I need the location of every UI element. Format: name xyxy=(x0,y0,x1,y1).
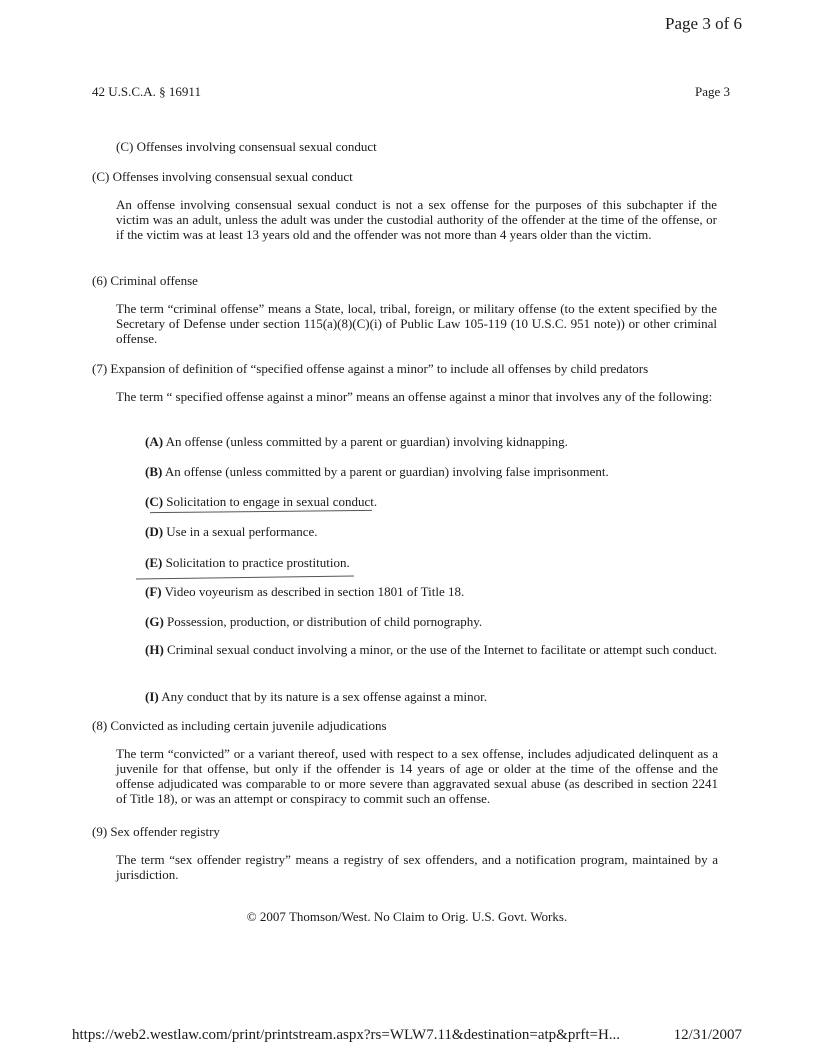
section-c-heading-indented: (C) Offenses involving consensual sexual conduct xyxy=(116,139,377,154)
item-letter: (A) xyxy=(145,434,164,449)
list-item xyxy=(145,584,720,599)
section-6-text: The term “criminal offense” means a State, local, tribal, foreign, or military offense (to the extent specified by the Secretary of Defense under section 115(a)(8)(C)(i) of Public Law 105-119 (10 U.S.C. 951 note)) or other criminal offense. xyxy=(116,301,717,346)
item-text: Video voyeurism as described in section 1801 of Title 18. xyxy=(161,584,465,599)
list-item xyxy=(145,494,720,509)
list-item xyxy=(145,642,720,657)
item-text: Use in a sexual performance. xyxy=(163,524,318,539)
page-counter: Page 3 of 6 xyxy=(665,14,742,33)
list-item xyxy=(145,689,720,704)
item-text: An offense (unless committed by a parent or guardian) involving false imprisonment. xyxy=(162,464,609,479)
list-item xyxy=(145,464,720,479)
item-letter: (B) xyxy=(145,464,163,479)
section-7-heading: (7) Expansion of definition of “specified offense against a minor” to include all offenses by child predators xyxy=(92,361,649,376)
section-c-heading: (C) Offenses involving consensual sexual conduct xyxy=(92,169,353,184)
item-text: Any conduct that by its nature is a sex offense against a minor. xyxy=(158,689,488,704)
print-date: 12/31/2007 xyxy=(673,1027,742,1043)
section-7-text: The term “ specified offense against a minor” means an offense against a minor that involves any of the following: xyxy=(116,389,713,404)
page-number: Page 3 xyxy=(694,84,730,99)
item-letter: (I) xyxy=(145,689,159,704)
section-8-heading: (8) Convicted as including certain juvenile adjudications xyxy=(92,718,387,733)
copyright-notice: © 2007 Thomson/West. No Claim to Orig. U.S. Govt. Works. xyxy=(246,909,568,924)
item-letter: (E) xyxy=(145,555,163,570)
section-9-text: The term “sex offender registry” means a registry of sex offenders, and a notification program, maintained by a jurisdiction. xyxy=(116,852,718,882)
item-text: Criminal sexual conduct involving a minor, or the use of the Internet to facilitate or attempt such conduct. xyxy=(163,642,718,657)
list-item xyxy=(145,524,720,539)
statute-citation: 42 U.S.C.A. § 16911 xyxy=(92,84,201,99)
item-letter: (F) xyxy=(145,584,162,599)
item-text: Solicitation to practice prostitution. xyxy=(162,555,350,570)
list-item xyxy=(145,614,720,629)
item-letter: (G) xyxy=(145,614,164,629)
list-item xyxy=(145,434,720,449)
handwritten-underline xyxy=(136,575,354,579)
source-url: https://web2.westlaw.com/print/printstream.aspx?rs=WLW7.11&destination=atp&prft=H... xyxy=(72,1027,621,1043)
section-6-heading: (6) Criminal offense xyxy=(92,273,198,288)
item-letter: (C) xyxy=(145,494,164,509)
section-9-heading: (9) Sex offender registry xyxy=(92,824,220,839)
section-c-text: An offense involving consensual sexual conduct is not a sex offense for the purposes of this subchapter if the victim was an adult, unless the adult was under the custodial authority of the offender at the time of the offense, or if the victim was at least 13 years old and the offender was not more than 4 years older than the victim. xyxy=(116,197,717,242)
item-text: An offense (unless committed by a parent or guardian) involving kidnapping. xyxy=(163,434,568,449)
section-8-text: The term “convicted” or a variant thereof, used with respect to a sex offense, includes adjudicated delinquent as a juvenile for that offense, but only if the offender is 14 years of age or older at the time of the offense and the offense adjudicated was comparable to or more severe than aggravated sexual abuse (as described in section 2241 of Title 18), or was an attempt or conspiracy to commit such an offense. xyxy=(116,746,718,806)
item-letter: (D) xyxy=(145,524,164,539)
item-text: Possession, production, or distribution of child pornography. xyxy=(163,614,483,629)
handwritten-underline xyxy=(150,510,372,513)
item-letter: (H) xyxy=(145,642,164,657)
list-item xyxy=(145,555,720,570)
item-text: Solicitation to engage in sexual conduct. xyxy=(163,494,378,509)
